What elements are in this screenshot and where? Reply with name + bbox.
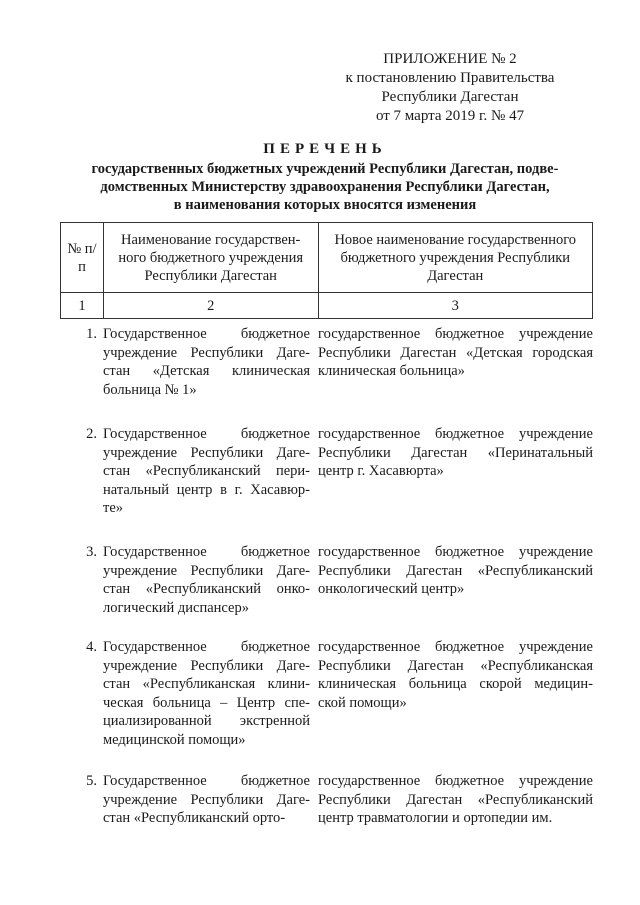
- header-new-name: Новое наименование государственного бюджетного учреждения Республики Дагестан: [318, 223, 592, 293]
- column-number-3: 3: [318, 293, 592, 319]
- entry-new-name: государственное бюджетное учреждение Республики Дагестан «Детская городская клиническая больница»: [318, 326, 593, 379]
- appendix-date: от 7 марта 2019 г. № 47: [375, 108, 525, 124]
- entry-new-name: государственное бюджетное учреждение Республики Дагестан «Республиканский онкологический центр»: [318, 544, 593, 597]
- entry-new-name: государственное бюджетное учреждение Республики Дагестан «Перинатальный центр г. Хасавюрта»: [318, 426, 593, 479]
- table-header-row: [61, 223, 593, 293]
- appendix-title: ПРИЛОЖЕНИЕ № 2: [383, 51, 517, 67]
- list-item: [60, 772, 593, 852]
- entry-number: 1.: [86, 326, 97, 342]
- appendix-block: [330, 50, 570, 126]
- entry-number: 3.: [86, 544, 97, 560]
- entry-old-name: Государственное бюджетное учреждение Республики Даге-стан «Детская клиническая больница № 1»: [103, 326, 310, 398]
- appendix-republic: Республики Дагестан: [381, 89, 519, 105]
- title-line-1: государственных бюджетных учреждений Республики Дагестан, подве-: [91, 161, 559, 177]
- column-number-2: 2: [103, 293, 318, 319]
- column-number-1: 1: [61, 293, 104, 319]
- table-column-numbers-row: [61, 293, 593, 319]
- entry-number: 2.: [86, 426, 97, 442]
- appendix-decree: к постановлению Правительства: [345, 70, 555, 86]
- list-item: [60, 638, 593, 772]
- header-old-name: Наименование государствен-ного бюджетного учреждения Республики Дагестан: [103, 223, 318, 293]
- title-line-2: домственных Министерству здравоохранения Республики Дагестан,: [100, 179, 550, 195]
- entry-old-name: Государственное бюджетное учреждение Республики Даге-стан «Республиканская клини-ческая больница – Центр спе-циализированной экстренной медицинской помощи»: [103, 639, 310, 748]
- entry-old-name: Государственное бюджетное учреждение Республики Даге-стан «Республиканский орто-: [103, 773, 310, 826]
- entries-list: [60, 325, 593, 852]
- list-item: [60, 543, 593, 638]
- entry-old-name: Государственное бюджетное учреждение Республики Даге-стан «Республиканский онко-логический диспансер»: [103, 544, 310, 616]
- title-heading: ПЕРЕЧЕНЬ: [263, 141, 387, 157]
- entry-number: 4.: [86, 639, 97, 655]
- title-line-3: в наименования которых вносятся изменения: [173, 197, 477, 213]
- list-item: [60, 425, 593, 543]
- header-number: № п/п: [61, 223, 104, 293]
- entry-number: 5.: [86, 773, 97, 789]
- entry-new-name: государственное бюджетное учреждение Республики Дагестан «Республиканская клиническая больница скорой медицин-ской помощи»: [318, 639, 593, 711]
- entry-old-name: Государственное бюджетное учреждение Республики Даге-стан «Республиканский пери-натальный центр в г. Хасавюр-те»: [103, 426, 310, 516]
- list-item: [60, 325, 593, 425]
- list-table-header: [60, 222, 593, 319]
- entry-new-name: государственное бюджетное учреждение Республики Дагестан «Республиканский центр травматологии и ортопедии им.: [318, 773, 593, 826]
- document-title: [60, 140, 590, 214]
